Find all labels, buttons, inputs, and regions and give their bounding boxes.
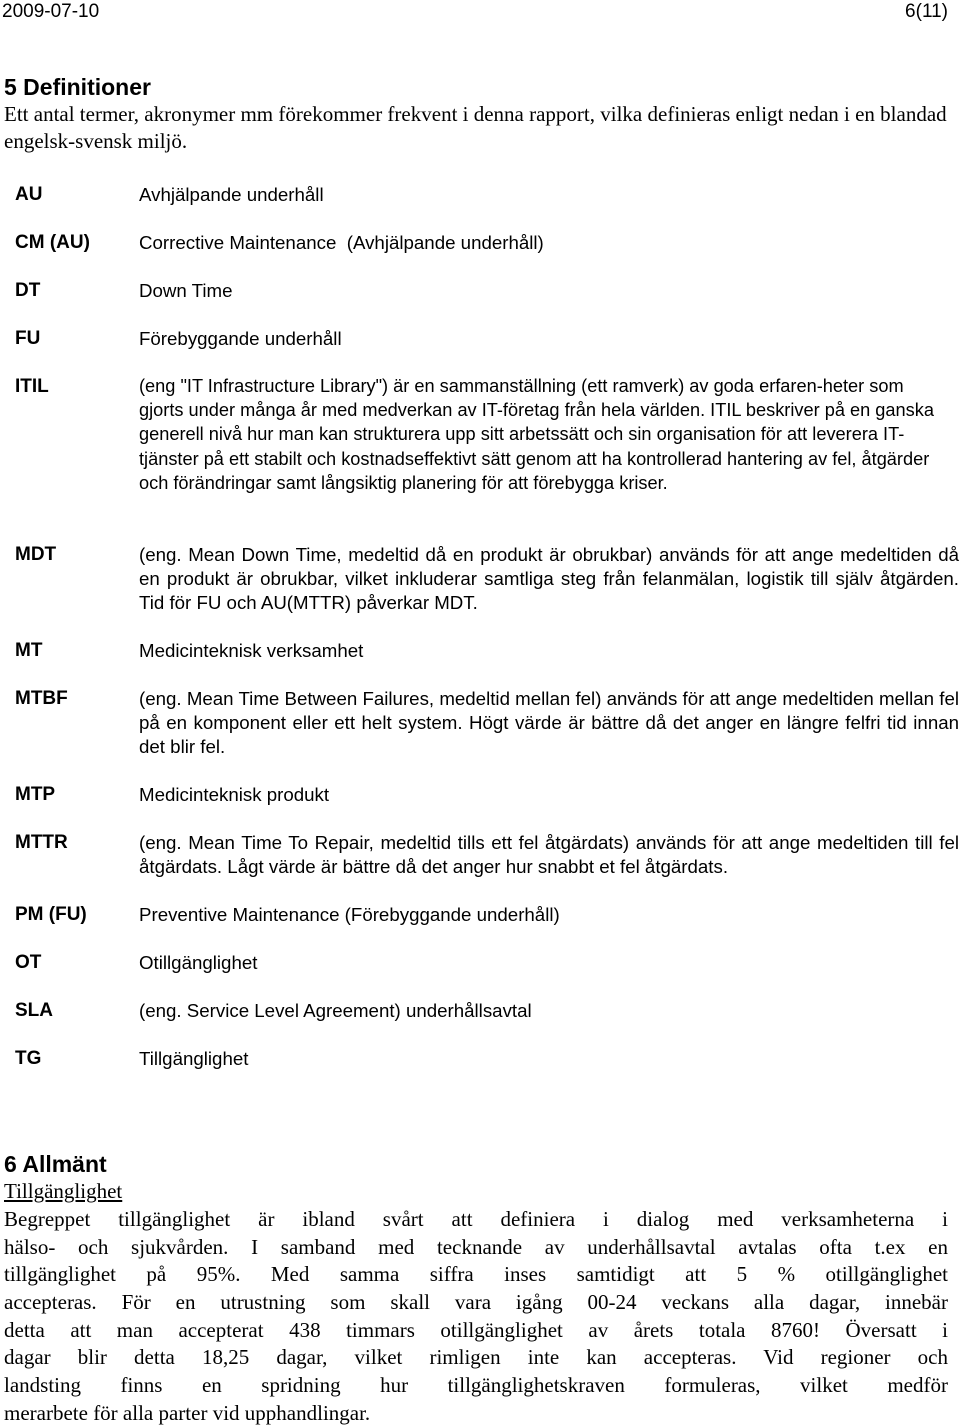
definition-mtp: Medicinteknisk produkt xyxy=(139,784,330,805)
definition-fu: Förebyggande underhåll xyxy=(139,328,342,349)
section-5-heading: 5 Definitioner xyxy=(4,74,151,100)
body-line: hälso- och sjukvården. I samband med tecknande av underhållsavtal avtalas ofta t.ex en xyxy=(4,1234,948,1259)
definition-sla: (eng. Service Level Agreement) underhållsavtal xyxy=(139,1000,532,1021)
body-line: detta att man accepterat 438 timmars otillgänglighet av årets totala 8760! Översatt i xyxy=(4,1317,948,1342)
term-tg: TG xyxy=(15,1048,42,1069)
term-mtp: MTP xyxy=(15,784,56,805)
definition-tg: Tillgänglighet xyxy=(139,1048,249,1069)
body-line: Begreppet tillgänglighet är ibland svårt att definiera i dialog med verksamheterna i xyxy=(4,1207,948,1231)
definition-mdt: (eng. Mean Down Time, medeltid då en produkt är obrukbar) används för att ange medeltiden då en produkt är obrukbar, vilket inkluderar samtliga steg från felanmälan, logistik till själv åtgärden. Tid för FU och AU(MTTR) påverkar MDT. xyxy=(139,544,959,613)
body-line: dagar blir detta 18,25 dagar, vilket rimligen inte kan accepteras. Vid regioner och xyxy=(4,1345,948,1370)
term-mdt: MDT xyxy=(15,544,57,565)
term-dt: DT xyxy=(15,280,41,301)
body-line: tillgänglighet på 95%. Med samma siffra inses samtidigt att 5 % otillgänglighet xyxy=(4,1262,948,1287)
definition-dt: Down Time xyxy=(139,280,233,301)
term-fu: FU xyxy=(15,328,41,349)
definition-cm: Corrective Maintenance (Avhjälpande underhåll) xyxy=(139,232,544,253)
term-mttr: MTTR xyxy=(15,832,68,853)
page-number: 6(11) xyxy=(905,1,948,22)
term-sla: SLA xyxy=(15,1000,53,1021)
term-ot: OT xyxy=(15,952,42,973)
body-line: landsting finns en spridning hur tillgänglighetskraven formuleras, vilket medför xyxy=(4,1373,948,1398)
section-5-intro: Ett antal termer, akronymer mm förekommer frekvent i denna rapport, vilka definieras enligt nedan i en blandad engelsk-svensk miljö. xyxy=(4,102,947,153)
section-6-body xyxy=(4,1206,948,1428)
term-itil: ITIL xyxy=(15,376,49,397)
section-6-heading: 6 Allmänt xyxy=(4,1151,107,1177)
term-mtbf: MTBF xyxy=(15,688,68,709)
term-au: AU xyxy=(15,184,43,205)
definition-mt: Medicinteknisk verksamhet xyxy=(139,640,364,661)
definition-mttr: (eng. Mean Time To Repair, medeltid tills ett fel åtgärdats) används för att ange medeltiden till fel åtgärdats. Lågt värde är bättre då det anger hur snabbt et fel åtgärdats. xyxy=(139,832,959,877)
section-6-subheading: Tillgänglighet xyxy=(4,1179,123,1203)
term-pm: PM (FU) xyxy=(15,904,87,925)
definition-ot: Otillgänglighet xyxy=(139,952,258,973)
header-date: 2009-07-10 xyxy=(2,1,100,22)
term-mt: MT xyxy=(15,640,43,661)
definition-pm: Preventive Maintenance (Förebyggande underhåll) xyxy=(139,904,560,925)
definition-itil: (eng "IT Infrastructure Library") är en sammanställning (ett ramverk) av goda erfaren-heter som gjorts under många år med medverkan av IT-företag från hela världen. ITIL beskriver på en ganska generell nivå hur man kan strukturera upp sitt arbetssätt och sin organisation för att leverera IT-tjänster på ett stabilt och kostnadseffektivt sätt genom att ha kontrollerad hantering av fel, åtgärder och förändringar samt långsiktig planering för att förebygga kriser. xyxy=(139,376,934,493)
body-line: accepteras. För en utrustning som skall vara igång 00-24 veckans alla dagar, innebär xyxy=(4,1290,948,1315)
definition-au: Avhjälpande underhåll xyxy=(139,184,324,205)
term-cm: CM (AU) xyxy=(15,232,90,253)
definition-mtbf: (eng. Mean Time Between Failures, medeltid mellan fel) används för att ange medeltiden mellan fel på en komponent eller ett helt system. Högt värde är bättre då det anger en längre felfri tid innan det blir fel. xyxy=(139,688,959,757)
body-line: merarbete för alla parter vid upphandlingar. xyxy=(4,1400,371,1425)
